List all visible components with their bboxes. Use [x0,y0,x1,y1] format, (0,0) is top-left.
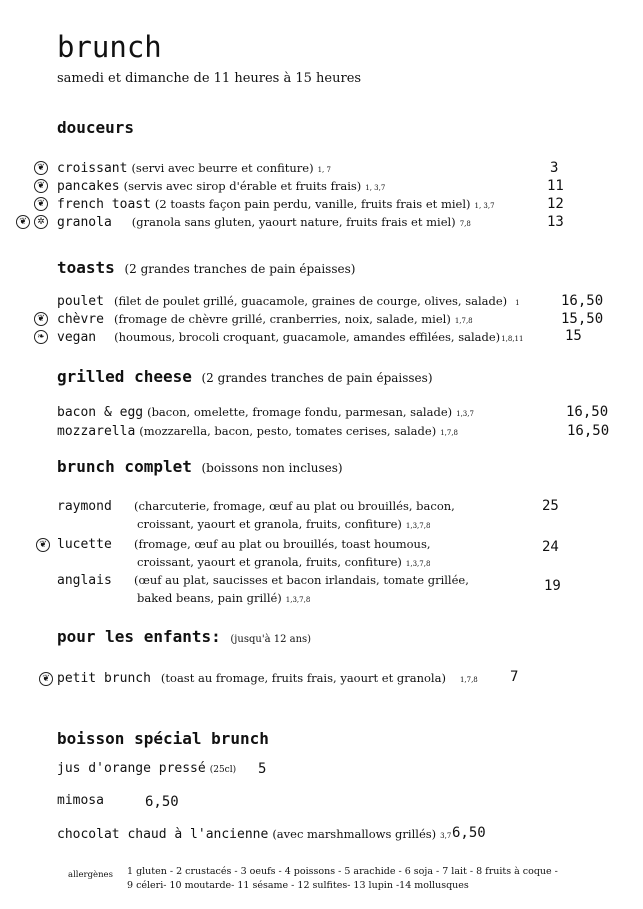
item-allergens: 3,7 [440,832,452,840]
item-name: chèvre [57,312,104,327]
item-price: 16,50 [566,404,609,420]
item-allergens: 7,8 [459,220,471,228]
item-name: raymond [57,499,112,514]
item-description [137,517,430,531]
item-name: anglais [57,573,112,588]
item-price: 16,50 [567,423,610,439]
item-price: 5 [258,761,267,777]
menu-item [57,826,451,842]
menu-item [57,404,474,420]
leaf-icon: ❦ [36,538,50,552]
menu-item [57,160,331,176]
vegan-leaf-icon: ❧ [34,330,48,344]
leaf-icon: ❦ [34,312,48,326]
item-price: 15 [565,328,582,344]
item-description: (œuf au plat, saucisses et bacon irlandais, tomate grillée, [134,573,469,587]
section-heading-enfants [57,627,311,646]
item-description: (servis avec sirop d'érable et fruits frais) [123,179,362,193]
item-description: (toast au fromage, fruits frais, yaourt et granola) [160,671,446,685]
section-title: pour les enfants: [57,627,221,646]
item-allergens: 1, 3,7 [365,184,386,192]
leaf-icon: ❦ [34,197,48,211]
item-description: (fromage, œuf au plat ou brouillés, toast houmous, [134,537,431,551]
item-price: 7 [510,669,519,685]
section-heading-brunch-complet [57,457,343,476]
section-note: (2 grandes tranches de pain épaisses) [124,262,356,276]
item-allergens: 1, 3,7 [474,202,495,210]
section-title: brunch complet [57,457,192,476]
section-note: (boissons non incluses) [201,461,343,475]
allergens-legend-line: 1 gluten - 2 crustacés - 3 oeufs - 4 poissons - 5 arachide - 6 soja - 7 lait - 8 fruits à coque - [127,866,558,877]
allergens-legend-line: 9 céleri- 10 moutarde- 11 sésame - 12 sulfites- 13 lupin -14 mollusques [127,880,469,891]
item-name: granola [57,215,112,230]
item-allergens: 1,7,8 [454,317,473,325]
item-price: 16,50 [561,293,604,309]
item-allergens: 1,8,11 [501,335,524,343]
item-price: 15,50 [561,311,604,327]
menu-item [57,760,236,776]
item-name: petit brunch [57,671,151,686]
item-price: 25 [542,498,559,514]
menu-item [57,311,473,327]
item-name: vegan [57,330,97,345]
item-allergens: 1,7,8 [459,676,478,684]
item-price: 3 [550,160,559,176]
item-description [137,555,430,569]
item-description-line: baked beans, pain grillé) [137,591,282,605]
item-price: 6,50 [145,794,179,810]
menu-item [57,329,523,345]
item-allergens: 1,7,8 [440,429,458,437]
section-heading-toasts [57,258,355,277]
menu-item [57,178,385,194]
item-description: (fromage de chèvre grillé, cranberries, noix, salade, miel) [113,312,451,326]
item-description-line: croissant, yaourt et granola, fruits, confiture) [137,517,402,531]
item-description: (houmous, brocoli croquant, guacamole, amandes effilées, salade) [114,330,501,344]
item-price: 24 [542,539,559,555]
item-allergens: 1,3,7 [456,410,474,418]
item-description: (filet de poulet grillé, guacamole, graines de courge, olives, salade) [113,294,508,308]
item-name: mimosa [57,793,104,808]
item-price: 6,50 [452,825,486,841]
item-name: lucette [57,537,112,552]
leaf-icon: ❦ [34,179,48,193]
page-title: brunch [57,30,162,64]
wheat-icon: ✲ [34,215,48,229]
section-heading-boissons: boisson spécial brunch [57,729,269,748]
item-description: (bacon, omelette, fromage fondu, parmesan, salade) [147,405,453,419]
menu-item [57,423,458,439]
item-price: 19 [544,578,561,594]
leaf-icon: ❦ [16,215,30,229]
leaf-icon: ❦ [34,161,48,175]
leaf-icon: ❦ [39,672,53,686]
menu-item [57,670,478,686]
item-description: (2 toasts façon pain perdu, vanille, fruits frais et miel) [154,197,471,211]
item-allergens: 1,3,7,8 [285,596,311,604]
section-note: (jusqu'à 12 ans) [230,634,312,645]
item-name: mozzarella [57,424,136,439]
item-description: (granola sans gluten, yaourt nature, fruits frais et miel) [131,215,456,229]
item-allergens: 1,3,7,8 [405,522,431,530]
menu-item [57,293,520,309]
item-description: (avec marshmallows grillés) [272,827,437,841]
item-description: (servi avec beurre et confiture) [131,161,314,175]
item-description [137,591,310,605]
menu-item [57,214,471,230]
section-title: grilled cheese [57,367,192,386]
item-price: 12 [547,196,564,212]
item-price: 13 [547,214,564,230]
item-description: (25cl) [209,765,237,775]
menu-item [57,196,495,212]
allergens-label: allergènes [68,870,113,880]
item-description-line: croissant, yaourt et granola, fruits, confiture) [137,555,402,569]
section-heading-grilled-cheese [57,367,433,386]
item-name: poulet [57,294,104,309]
item-allergens: 1, 7 [317,166,331,174]
item-name: bacon & egg [57,405,144,420]
section-heading-douceurs: douceurs [57,118,135,137]
item-name: pancakes [57,179,120,194]
section-title: toasts [57,258,115,277]
item-allergens: 1,3,7,8 [405,560,431,568]
item-name: chocolat chaud à l'ancienne [57,827,269,842]
item-allergens: 1 [515,299,520,307]
item-name: croissant [57,161,128,176]
item-name: jus d'orange pressé [57,761,206,776]
item-description: (charcuterie, fromage, œuf au plat ou brouillés, bacon, [134,499,455,513]
section-note: (2 grandes tranches de pain épaisses) [201,371,433,385]
item-description: (mozzarella, bacon, pesto, tomates cerises, salade) [139,424,437,438]
page-subtitle: samedi et dimanche de 11 heures à 15 heures [57,71,362,86]
item-price: 11 [547,178,564,194]
item-name: french toast [57,197,151,212]
